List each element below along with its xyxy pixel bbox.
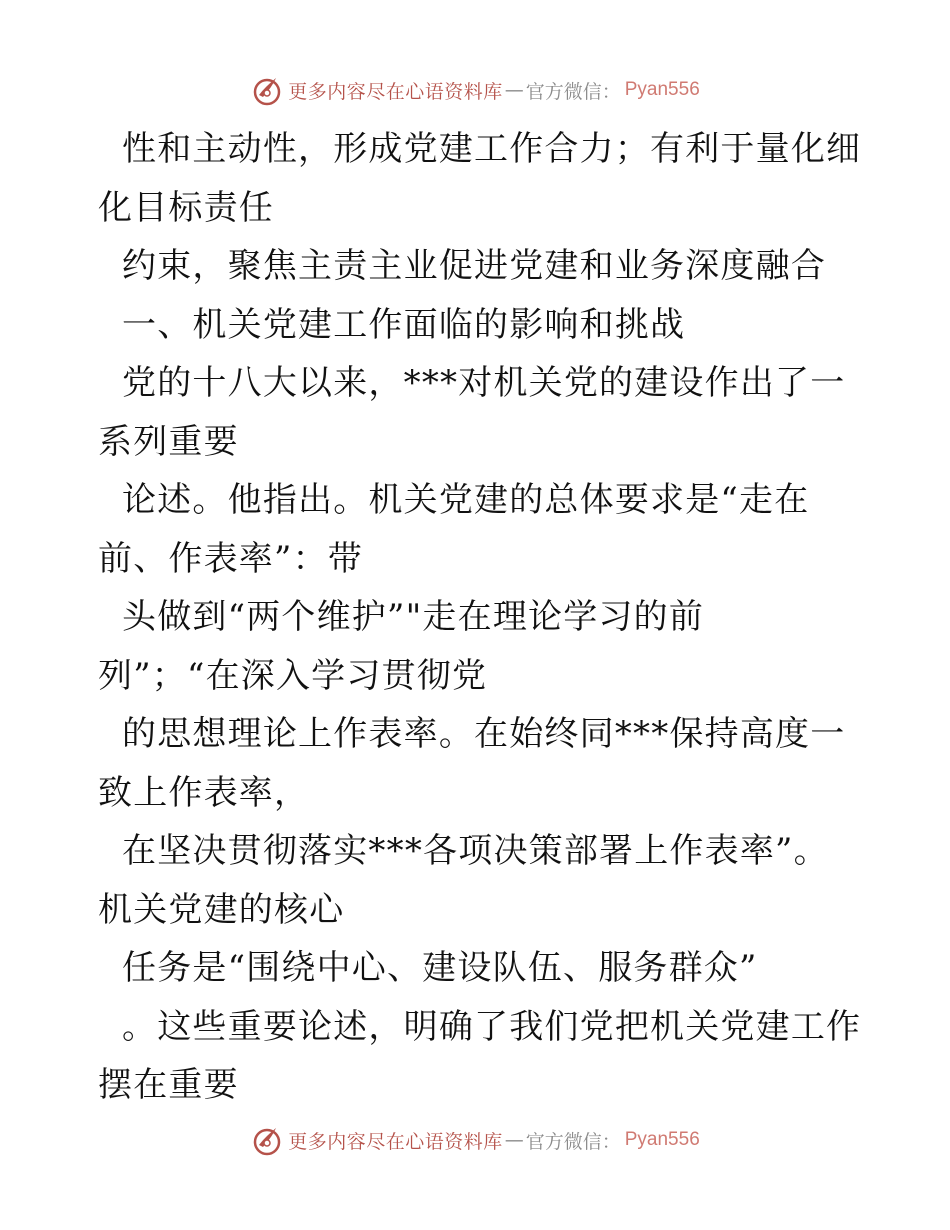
watermark-dash: —: [504, 1129, 524, 1151]
text-line: 约束，聚焦主责主业促进党建和业务深度融合: [98, 246, 827, 286]
text-line: 在坚决贯彻落实***各项决策部署上作表率”。: [98, 831, 829, 871]
text-line: 党的十八大以来，***对机关党的建设作出了一: [98, 363, 846, 403]
watermark-brand: 更多内容尽在心语资料库: [288, 80, 503, 103]
text-line: 前、作表率”：带: [98, 538, 363, 579]
watermark-wechat-label: 官方微信：: [525, 1130, 621, 1153]
text-line: 的思想理论上作表率。在始终同***保持高度一: [98, 714, 846, 754]
document-body: [98, 120, 862, 1115]
text-line: 化目标责任: [98, 187, 274, 228]
text-line: 系列重要: [98, 421, 239, 462]
text-line: 头做到“两个维护”"走在理论学习的前: [98, 597, 705, 637]
text-line: 。这些重要论述，明确了我们党把机关党建工作: [98, 1006, 862, 1047]
text-line: 性和主动性，形成党建工作合力；有利于量化细: [98, 129, 862, 169]
text-line: 一、机关党建工作面临的影响和挑战: [98, 304, 686, 345]
text-line: 机关党建的核心: [98, 889, 345, 930]
text-line: 致上作表率，: [98, 772, 310, 813]
text-line: 论述。他指出。机关党建的总体要求是“走在: [98, 480, 810, 520]
watermark-wechat-id: Pyan556: [624, 79, 700, 100]
watermark-wechat-id: Pyan556: [624, 1129, 700, 1150]
text-line: 列”；“在深入学习贯彻党: [98, 655, 488, 696]
text-line: 任务是“围绕中心、建设队伍、服务群众”: [98, 948, 758, 988]
header-watermark: [0, 70, 950, 110]
footer-watermark: [0, 1120, 950, 1160]
text-line: 摆在重要: [98, 1065, 239, 1105]
watermark-brand: 更多内容尽在心语资料库: [288, 1130, 503, 1153]
watermark-dash: —: [504, 79, 524, 101]
watermark-wechat-label: 官方微信：: [525, 80, 621, 103]
quill-logo-icon: [250, 1123, 284, 1157]
quill-logo-icon: [250, 73, 284, 107]
